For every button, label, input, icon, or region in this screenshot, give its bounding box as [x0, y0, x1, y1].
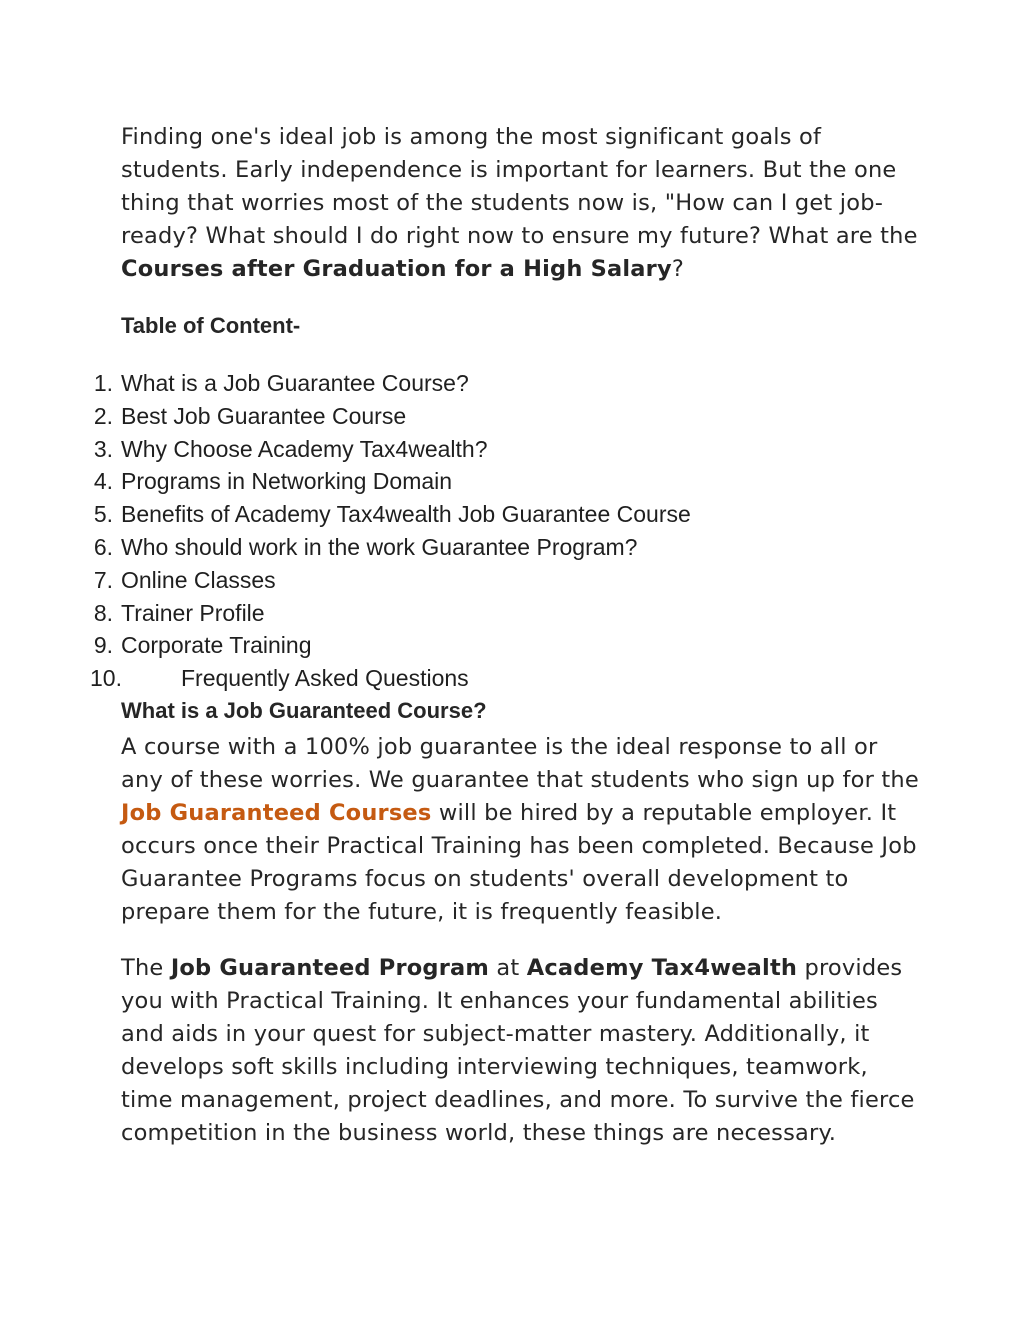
- paragraph-text: The: [121, 955, 171, 981]
- toc-item-label: Trainer Profile: [121, 599, 265, 626]
- toc-item-number: 1.: [93, 370, 113, 396]
- toc-item-number: 5.: [93, 501, 113, 528]
- toc-item-label: Corporate Training: [121, 632, 312, 659]
- toc-item-number: 4.: [93, 468, 113, 495]
- toc-item-label: Frequently Asked Questions: [181, 665, 469, 692]
- toc-item[interactable]: [0, 400, 1024, 433]
- toc-item-number: 3.: [93, 435, 113, 462]
- toc-item[interactable]: [0, 629, 1024, 662]
- toc-heading: Table of Content-: [121, 313, 301, 338]
- toc-item[interactable]: [0, 564, 1024, 597]
- toc-item[interactable]: [0, 531, 1024, 564]
- toc-item[interactable]: [0, 498, 1024, 531]
- section-heading-job-guaranteed-course: What is a Job Guaranteed Course?: [121, 698, 487, 723]
- toc-item-number: 7.: [93, 566, 113, 593]
- toc-item-label: Benefits of Academy Tax4wealth Job Guarantee Course: [121, 501, 691, 528]
- table-of-contents: [0, 367, 1024, 695]
- courses-after-graduation-bold: Courses after Graduation for a High Salary: [121, 256, 672, 282]
- academy-tax4wealth-bold: Academy Tax4wealth: [526, 955, 798, 981]
- toc-item-number: 9.: [93, 632, 113, 659]
- toc-item-number: 2.: [93, 402, 113, 429]
- paragraph-text: at: [489, 955, 527, 981]
- intro-paragraph: [121, 121, 921, 286]
- intro-text-end: ?: [671, 256, 685, 282]
- program-paragraph: [121, 952, 921, 1150]
- toc-item-number: 6.: [93, 533, 113, 560]
- job-guarantee-paragraph: [121, 731, 921, 929]
- toc-item-label: Why Choose Academy Tax4wealth?: [121, 435, 488, 462]
- paragraph-text: provides you with Practical Training. It enhances your fundamental abilities and aids in your quest for subject-matter mastery. Additionally, it develops soft skills including interviewing techniques, teamwork, time management, project deadlines, and more. To survive the fierce competition in the business world, these things are necessary.: [121, 955, 915, 1146]
- paragraph-text: A course with a 100% job guarantee is the ideal response to all or any of these worries. We guarantee that students who sign up for the: [121, 734, 919, 793]
- toc-item-number: 10.: [90, 665, 122, 692]
- toc-item-label: Online Classes: [121, 566, 276, 593]
- intro-text: Finding one's ideal job is among the most significant goals of students. Early independence is important for learners. But the one thing that worries most of the students now is, "How can I get job-ready? What should I do right now to ensure my future? What are the: [121, 124, 918, 249]
- toc-item[interactable]: [0, 662, 1024, 695]
- toc-item-label: Who should work in the work Guarantee Program?: [121, 533, 638, 560]
- toc-item[interactable]: [0, 367, 1024, 400]
- toc-item-label: Best Job Guarantee Course: [121, 402, 407, 429]
- toc-item[interactable]: [0, 465, 1024, 498]
- toc-item-label: What is a Job Guarantee Course?: [121, 370, 469, 396]
- toc-item[interactable]: [0, 597, 1024, 630]
- toc-item[interactable]: [0, 433, 1024, 466]
- toc-item-number: 8.: [93, 599, 113, 626]
- paragraph-text: will be hired by a reputable employer. It occurs once their Practical Training has been completed. Because Job Guarantee Programs focus on students' overall development to prepare them for the future, it is frequently feasible.: [121, 800, 917, 925]
- toc-item-label: Programs in Networking Domain: [121, 468, 453, 495]
- job-guaranteed-program-bold: Job Guaranteed Program: [170, 955, 490, 981]
- job-guaranteed-courses-link[interactable]: Job Guaranteed Courses: [121, 800, 432, 826]
